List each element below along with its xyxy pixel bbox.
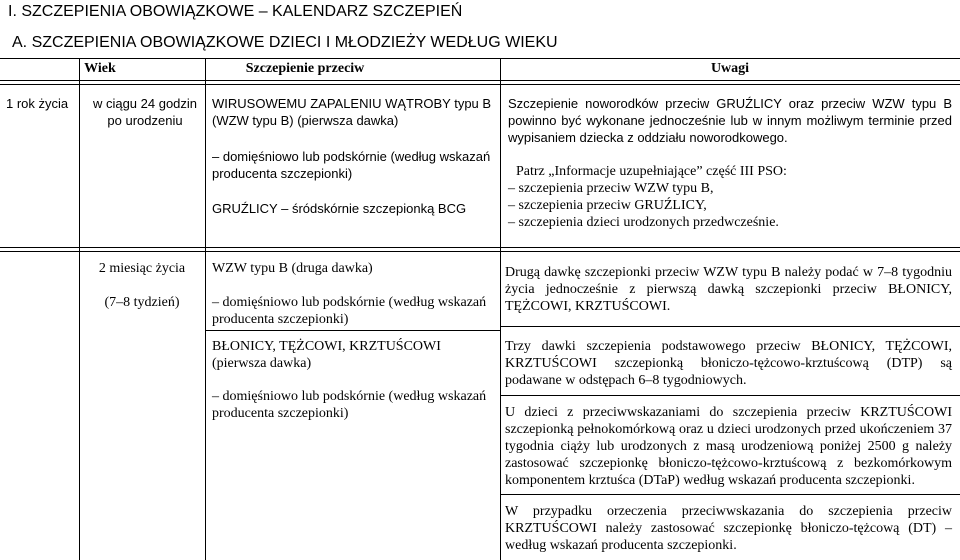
row2-age-weeks: (7–8 tydzień)	[104, 295, 180, 310]
row2-age: 2 miesiąc życia	[98, 261, 186, 276]
row2-vaccine-wzw-route: – domięśniowo lub podskórnie (według wskazań producenta szczepionki)	[212, 295, 487, 327]
row1-vaccine-wzw: WIRUSOWEMU ZAPALENIU WĄTROBY typu B (WZW typu B) (pierwsza dawka)	[212, 96, 492, 128]
subsection-heading: A. SZCZEPIENIA OBOWIĄZKOWE DZIECI I MŁODZIEŻY WEDŁUG WIEKU	[12, 34, 558, 51]
row1-note-newborn: Szczepienie noworodków przeciw GRUŹLICY oraz przeciw WZW typu B powinno być wykonane jednocześnie lub w innym możliwym terminie przed wypisaniem dziecka z oddziału noworodkowego.	[508, 96, 952, 145]
row2-note-dt: W przypadku orzeczenia przeciwwskazania do szczepienia przeciw KRZTUŚCOWI należy zastosować szczepionkę błoniczo-tężcową (DT) – według wskazań producenta szczepionki.	[505, 504, 952, 553]
row2-note-dtap: U dzieci z przeciwwskazaniami do szczepienia przeciw KRZTUŚCOWI szczepionką pełnokomórkową oraz u dzieci urodzonych przed ukończeniem 37 tygodnia ciąży lub urodzonych z masą urodzeniową poniżej 2500 g należy zastosować szczepionkę błoniczo-tężcowo-krztuścową z bezkomórkowym komponentem krztuśca (DTaP) według wskazań producenta szczepionki.	[505, 405, 952, 488]
header-vaccine: Szczepienie przeciw	[245, 61, 365, 76]
row2-note-second-dose: Drugą dawkę szczepionki przeciw WZW typu B należy podać w 7–8 tygodniu życia jednocześnie z pierwszą dawką szczepionki przeciw BŁONICY, TĘŻCOWI, KRZTUŚCOWI.	[505, 265, 952, 314]
row1-note-reference: Patrz „Informacje uzupełniające” część III PSO:	[516, 164, 787, 179]
row2-vaccine-dtp-route: – domięśniowo lub podskórnie (według wskazań producenta szczepionki)	[212, 389, 487, 421]
row2-vaccine-dtp: BŁONICY, TĘŻCOWI, KRZTUŚCOWI (pierwsza dawka)	[212, 339, 441, 371]
row1-vaccine-wzw-route: – domięśniowo lub podskórnie (według wskazań producenta szczepionki)	[212, 149, 491, 181]
section-heading: I. SZCZEPIENIA OBOWIĄZKOWE – KALENDARZ SZCZEPIEŃ	[8, 3, 463, 20]
row1-reference-item: – szczepienia przeciw GRUŹLICY,	[508, 198, 707, 213]
row2-vaccine-wzw: WZW typu B (druga dawka)	[212, 261, 373, 276]
header-age: Wiek	[84, 61, 116, 76]
row1-age: 1 rok życia	[6, 96, 69, 111]
row1-vaccine-bcg: GRUŹLICY – śródskórnie szczepionką BCG	[212, 201, 467, 216]
header-notes: Uwagi	[710, 61, 750, 76]
row1-timing: w ciągu 24 godzin po urodzeniu	[92, 96, 198, 128]
row2-note-dtp: Trzy dawki szczepienia podstawowego przeciw BŁONICY, TĘŻCOWI, KRZTUŚCOWI szczepionką błoniczo-tężcowo-krztuścową (DTP) są podawane w odstępach 6–8 tygodniowych.	[505, 339, 952, 388]
row1-reference-item: – szczepienia przeciw WZW typu B,	[508, 181, 714, 196]
row1-reference-item: – szczepienia dzieci urodzonych przedwcześnie.	[508, 215, 779, 230]
